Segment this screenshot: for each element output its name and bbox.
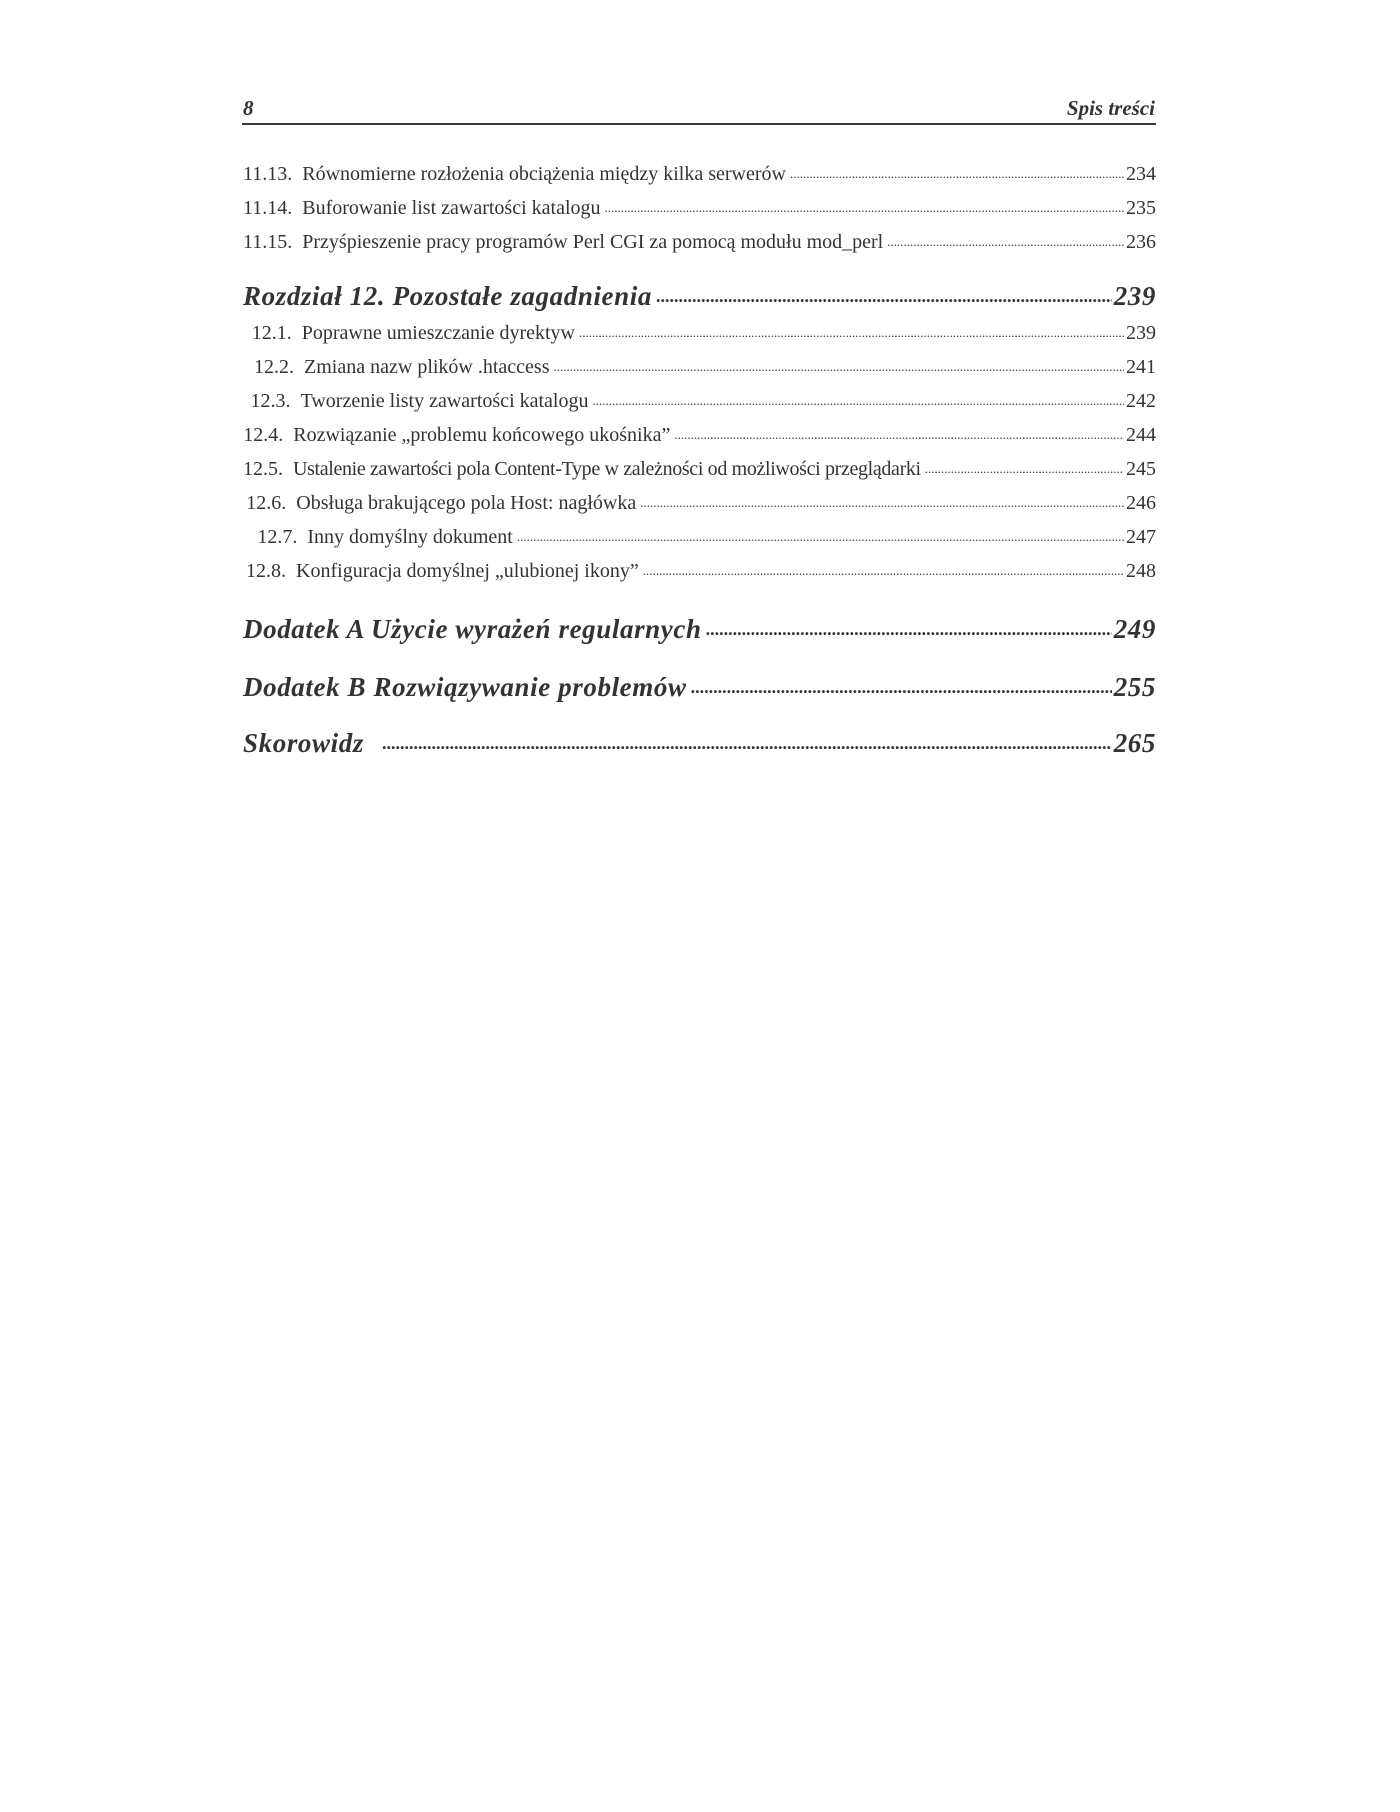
toc-appendix-page: 249 — [1113, 614, 1156, 644]
toc-entry-title: Inny domyślny dokument — [307, 526, 513, 548]
toc-entry-12-2 — [243, 356, 1156, 384]
toc-entry-page: 244 — [1126, 424, 1156, 446]
toc-chapter-12 — [243, 281, 1156, 315]
toc-entry-12-7 — [243, 526, 1156, 554]
toc-entry-number: 12.3. — [250, 390, 291, 412]
dot-leader — [382, 733, 1112, 754]
toc-entry-12-3 — [243, 390, 1156, 418]
dot-leader — [925, 461, 1124, 477]
dot-leader — [887, 234, 1124, 250]
toc-entry-page: 247 — [1126, 526, 1156, 548]
toc-chapter-title: Rozdział 12. Pozostałe zagadnienia — [243, 281, 652, 311]
toc-entry-number: 12.2. — [254, 356, 295, 378]
toc-entry-12-6 — [243, 492, 1156, 520]
toc-entry-number: 12.4. — [243, 424, 284, 446]
toc-entry-number: 12.7. — [257, 526, 298, 548]
toc-entry-title: Buforowanie list zawartości katalogu — [302, 197, 601, 219]
dot-leader — [640, 495, 1124, 511]
toc-entry-title: Konfiguracja domyślnej „ulubionej ikony” — [296, 560, 639, 582]
toc-appendix-b — [243, 672, 1156, 706]
dot-leader — [643, 563, 1124, 579]
toc-entry-page: 242 — [1126, 390, 1156, 412]
dot-leader — [674, 427, 1124, 443]
toc-entry-title: Ustalenie zawartości pola Content-Type w zależności od możliwości przeglądarki — [293, 458, 921, 480]
dot-leader — [691, 677, 1112, 698]
toc-appendix-page: 255 — [1113, 672, 1156, 702]
running-title: Spis treści — [1066, 96, 1155, 120]
toc-index-title: Skorowidz — [243, 728, 364, 758]
toc-index-page: 265 — [1113, 728, 1156, 758]
dot-leader — [605, 200, 1124, 216]
toc-entry-page: 235 — [1126, 197, 1156, 219]
toc-index — [243, 728, 1156, 762]
toc-entry-12-5 — [243, 458, 1156, 486]
header-rule — [242, 123, 1156, 125]
toc-entry-title: Równomierne rozłożenia obciążenia między kilka serwerów — [302, 163, 786, 185]
toc-entry-page: 245 — [1126, 458, 1156, 480]
toc-entry-page: 236 — [1126, 231, 1156, 253]
dot-leader — [656, 286, 1112, 307]
toc-entry-number: 11.13. — [243, 163, 293, 185]
dot-leader — [554, 359, 1125, 375]
toc-entry-11-13 — [243, 163, 1156, 191]
toc-entry-title: Poprawne umieszczanie dyrektyw — [301, 322, 575, 344]
dot-leader — [593, 393, 1125, 409]
toc-entry-12-4 — [243, 424, 1156, 452]
toc-entry-page: 248 — [1126, 560, 1156, 582]
toc-entry-number: 12.6. — [246, 492, 287, 514]
toc-entry-title: Zmiana nazw plików .htaccess — [304, 356, 550, 378]
toc-entry-title: Przyśpieszenie pracy programów Perl CGI za pomocą modułu mod_perl — [302, 231, 884, 253]
toc-entry-11-15 — [243, 231, 1156, 259]
toc-appendix-a — [243, 614, 1156, 648]
dot-leader — [579, 325, 1124, 341]
toc-entry-number: 11.15. — [243, 231, 293, 253]
toc-entry-title: Rozwiązanie „problemu końcowego ukośnika” — [293, 424, 671, 446]
toc-entry-number: 11.14. — [243, 197, 293, 219]
toc-entry-12-8 — [243, 560, 1156, 588]
toc-entry-page: 241 — [1126, 356, 1156, 378]
toc-entry-number: 12.8. — [246, 560, 287, 582]
toc-entry-title: Obsługa brakującego pola Host: nagłówka — [296, 492, 637, 514]
toc-entry-title: Tworzenie listy zawartości katalogu — [300, 390, 589, 412]
toc-appendix-title: Dodatek B Rozwiązywanie problemów — [243, 672, 687, 702]
toc-entry-page: 239 — [1126, 322, 1156, 344]
running-header — [243, 96, 1155, 122]
toc-entry-number: 12.1. — [251, 322, 292, 344]
dot-leader — [790, 166, 1124, 182]
toc-entry-12-1 — [243, 322, 1156, 350]
toc-appendix-title: Dodatek A Użycie wyrażeń regularnych — [243, 614, 702, 644]
toc-entry-number: 12.5. — [243, 458, 283, 480]
dot-leader — [517, 529, 1124, 545]
toc-chapter-page: 239 — [1113, 281, 1156, 311]
toc-entry-page: 234 — [1126, 163, 1156, 185]
toc-entry-page: 246 — [1126, 492, 1156, 514]
dot-leader — [706, 619, 1112, 640]
page-number: 8 — [243, 96, 254, 120]
toc-entry-11-14 — [243, 197, 1156, 225]
